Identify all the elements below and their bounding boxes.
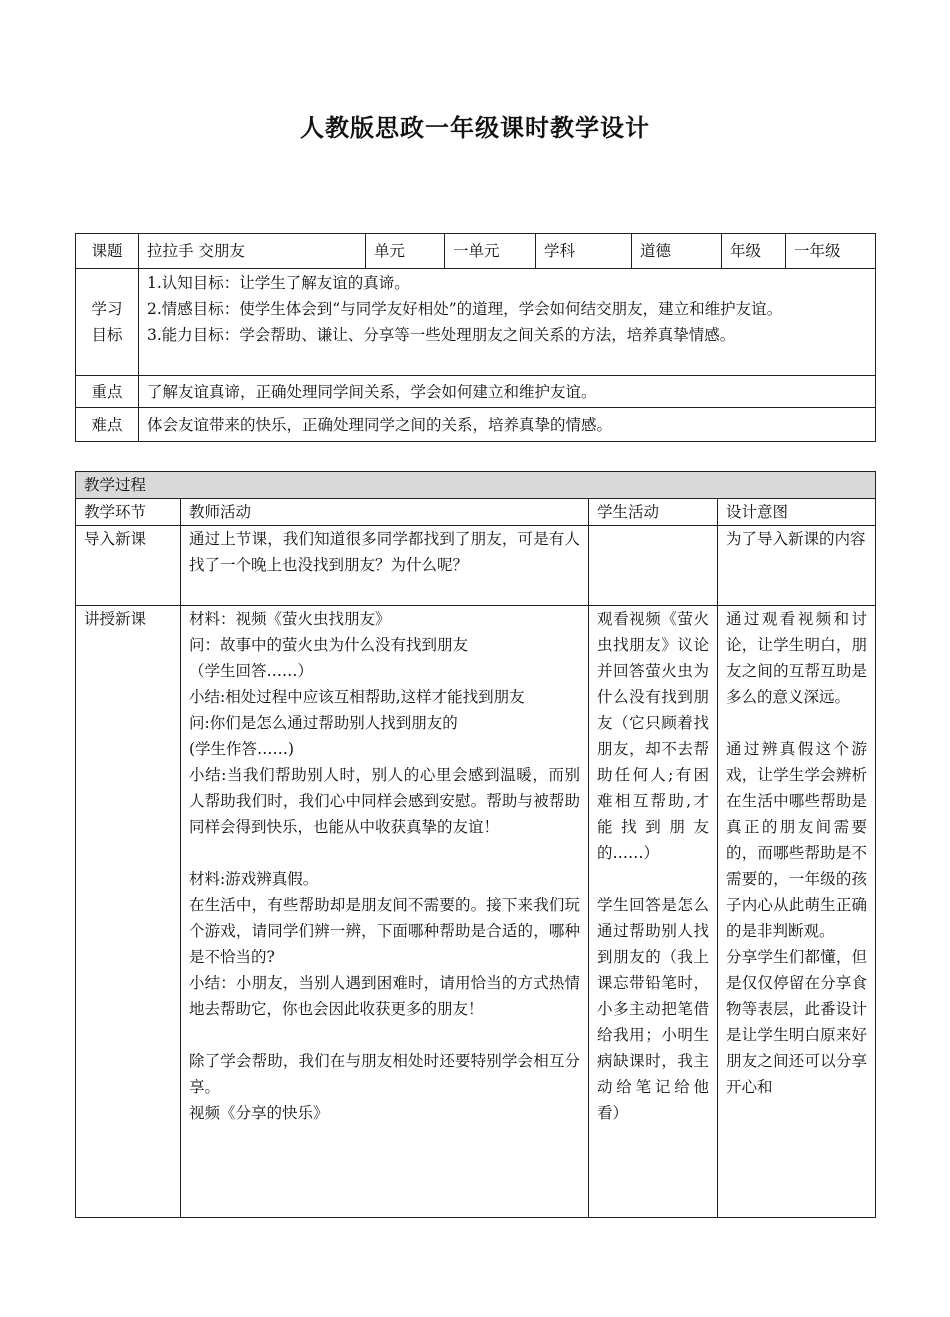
goals-label: 学习目标 bbox=[76, 269, 139, 376]
col-stage-header: 教学环节 bbox=[76, 499, 181, 526]
col-student-header: 学生活动 bbox=[589, 499, 718, 526]
goals-cell bbox=[139, 269, 876, 376]
design-intent-cell bbox=[718, 606, 876, 1218]
teacher-paragraph: 材料：视频《萤火虫找朋友》 bbox=[189, 610, 391, 628]
teacher-paragraph: 问:你们是怎么通过帮助别人找到朋友的 bbox=[189, 714, 458, 732]
teacher-paragraph: 小结:当我们帮助别人时，别人的心里会感到温暖，而别人帮助我们时，我们心中同样会感到安慰。帮助与被帮助同样会得到快乐，也能从中收获真挚的友谊！ bbox=[189, 766, 580, 836]
student-paragraph: 学生回答是怎么通过帮助别人找到朋友的（我上课忘带铅笔时，小多主动把笔借给我用；小明生病缺课时，我主动给笔记给他看） bbox=[597, 896, 709, 1122]
process-header: 教学过程 bbox=[76, 472, 876, 499]
teacher-paragraph: 在生活中，有些帮助却是朋友间不需要的。接下来我们玩个游戏，请同学们辨一辨，下面哪种帮助是合适的，哪种是不恰当的? bbox=[189, 896, 580, 966]
teacher-paragraph: (学生作答……) bbox=[189, 740, 295, 758]
page-title: 人教版思政一年级课时教学设计 bbox=[300, 113, 650, 142]
col-teacher-header: 教师活动 bbox=[181, 499, 589, 526]
blank-line bbox=[597, 866, 709, 892]
stage-cell: 导入新课 bbox=[76, 526, 181, 606]
teacher-paragraph: 问：故事中的萤火虫为什么没有找到朋友 bbox=[189, 636, 469, 654]
design-intent-cell bbox=[718, 526, 876, 606]
difficult-point-label: 难点 bbox=[76, 408, 139, 442]
goal-item: 3.能力目标：学会帮助、谦让、分享等一些处理朋友之间关系的方法，培养真挚情感。 bbox=[147, 326, 736, 344]
unit-label: 单元 bbox=[366, 234, 445, 269]
key-point-value: 了解友谊真谛，正确处理同学间关系，学会如何建立和维护友谊。 bbox=[139, 376, 876, 408]
unit-value: 一单元 bbox=[445, 234, 536, 269]
grade-label: 年级 bbox=[722, 234, 786, 269]
blank-line bbox=[726, 710, 867, 736]
student-paragraph: 观看视频《萤火虫找朋友》议论并回答萤火虫为什么没有找到朋友（它只顾着找朋友，却不去帮助任何人;有困难相互帮助,才能找到朋友的……） bbox=[597, 610, 709, 862]
blank-line bbox=[189, 1022, 580, 1048]
teacher-paragraph: 小结:相处过程中应该互相帮助,这样才能找到朋友 bbox=[189, 688, 525, 706]
teacher-activity-cell bbox=[181, 526, 589, 606]
lesson-value: 拉拉手 交朋友 bbox=[139, 234, 366, 269]
student-activity-cell bbox=[589, 526, 718, 606]
subject-label: 学科 bbox=[536, 234, 632, 269]
subject-value: 道德 bbox=[632, 234, 722, 269]
course-info-table bbox=[75, 233, 876, 442]
teaching-process-table bbox=[75, 471, 876, 1218]
design-paragraph: 分享学生们都懂，但是仅仅停留在分享食物等表层，此番设计是让学生明白原来好朋友之间还可以分享开心和 bbox=[726, 948, 868, 1096]
design-paragraph: 为了导入新课的内容 bbox=[726, 530, 866, 548]
goal-item: 1.认知目标：让学生了解友谊的真谛。 bbox=[147, 274, 410, 292]
design-paragraph: 通过观看视频和讨论，让学生明白，朋友之间的互帮互助是多么的意义深远。 bbox=[726, 610, 868, 706]
goal-item: 2.情感目标：使学生体会到“与同学友好相处”的道理，学会如何结交朋友，建立和维护友谊。 bbox=[147, 300, 783, 318]
teacher-paragraph: 通过上节课，我们知道很多同学都找到了朋友，可是有人找了一个晚上也没找到朋友？为什么呢？ bbox=[189, 530, 580, 574]
student-activity-cell bbox=[589, 606, 718, 1218]
teacher-paragraph: 小结：小朋友，当别人遇到困难时，请用恰当的方式热情地去帮助它，你也会因此收获更多的朋友！ bbox=[189, 974, 580, 1018]
blank-line bbox=[189, 840, 580, 866]
teacher-paragraph: 材料:游戏辨真假。 bbox=[189, 870, 319, 888]
teacher-activity-cell bbox=[181, 606, 589, 1218]
teacher-paragraph: 除了学会帮助，我们在与朋友相处时还要特别学会相互分享。 bbox=[189, 1052, 580, 1096]
grade-value: 一年级 bbox=[786, 234, 876, 269]
lesson-label: 课题 bbox=[76, 234, 139, 269]
difficult-point-value: 体会友谊带来的快乐，正确处理同学之间的关系，培养真挚的情感。 bbox=[139, 408, 876, 442]
stage-cell: 讲授新课 bbox=[76, 606, 181, 1218]
teacher-paragraph: （学生回答……） bbox=[189, 662, 314, 680]
key-point-label: 重点 bbox=[76, 376, 139, 408]
col-design-header: 设计意图 bbox=[718, 499, 876, 526]
teacher-paragraph: 视频《分享的快乐》 bbox=[189, 1104, 329, 1122]
design-paragraph: 通过辨真假这个游戏，让学生学会辨析在生活中哪些帮助是真正的朋友间需要的，而哪些帮助是不需要的，一年级的孩子内心从此萌生正确的是非判断观。 bbox=[726, 740, 868, 940]
